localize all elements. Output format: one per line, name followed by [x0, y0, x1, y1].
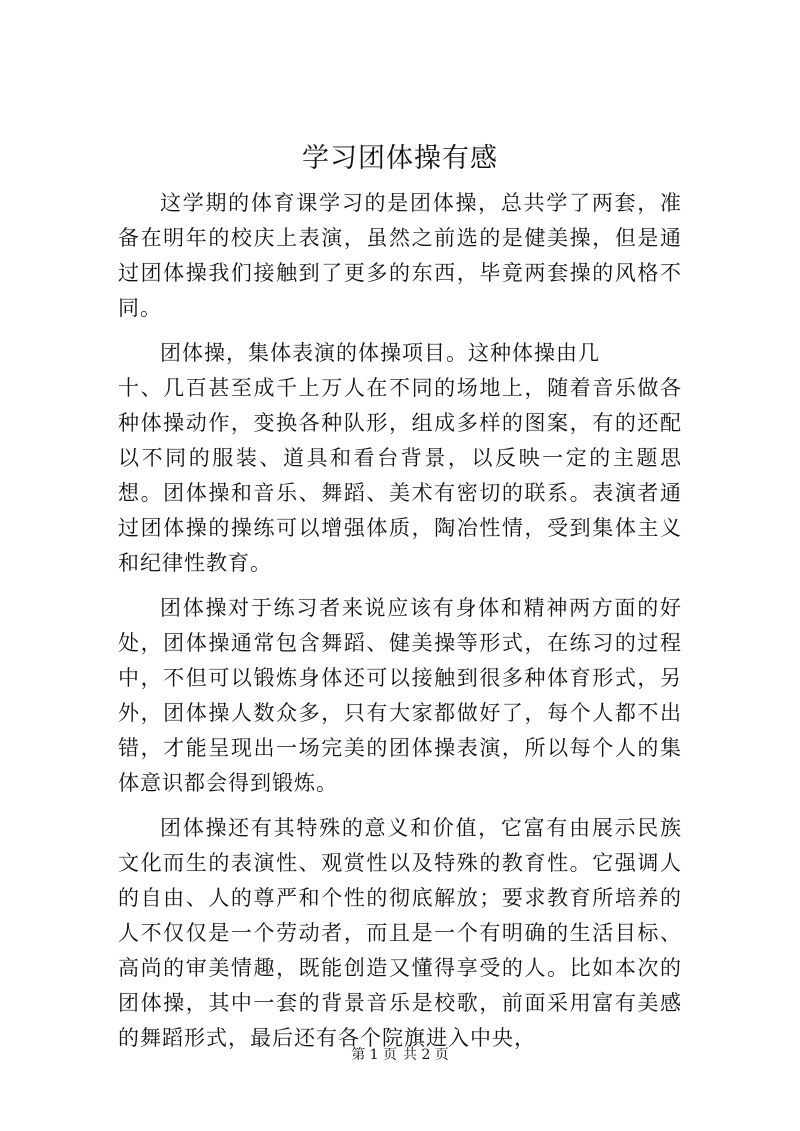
page-number: 第 1 页: [351, 1047, 397, 1063]
document-body: [118, 186, 682, 1056]
paragraph: 十、几百甚至成千上万人在不同的场地上，随着音乐做各种体操动作，变换各种队形，组成多样的图案，有的还配以不同的服装、道具和看台背景，以反映一定的主题思想。团体操和音乐、舞蹈、美术有密切的联系。表演者通过团体操的操练可以增强体质，陶冶性情，受到集体主义和纪律性教育。: [118, 376, 682, 575]
page-total: 共 2 页: [403, 1047, 449, 1063]
paragraph: 这学期的体育课学习的是团体操，总共学了两套，准备在明年的校庆上表演，虽然之前选的是健美操，但是通过团体操我们接触到了更多的东西，毕竟两套操的风格不同。: [118, 191, 682, 320]
paragraph: 团体操对于练习者来说应该有身体和精神两方面的好处，团体操通常包含舞蹈、健美操等形式，在练习的过程中，不但可以锻炼身体还可以接触到很多种体育形式，另外，团体操人数众多，只有大家都做好了，每个人都不出错，才能呈现出一场完美的团体操表演，所以每个人的集体意识都会得到锻炼。: [118, 596, 682, 795]
paragraph: 团体操还有其特殊的意义和价值，它富有由展示民族文化而生的表演性、观赏性以及特殊的教育性。它强调人的自由、人的尊严和个性的彻底解放；要求教育所培养的人不仅仅是一个劳动者，而且是一个有明确的生活目标、高尚的审美情趣，既能创造又懂得享受的人。比如本次的团体操，其中一套的背景音乐是校歌，前面采用富有美感的舞蹈形式，最后还有各个院旗进入中央，: [118, 816, 682, 1050]
document-title: 学习团体操有感: [302, 143, 498, 174]
page-footer: [0, 1045, 800, 1065]
paragraph: 团体操，集体表演的体操项目。这种体操由几: [160, 341, 600, 365]
